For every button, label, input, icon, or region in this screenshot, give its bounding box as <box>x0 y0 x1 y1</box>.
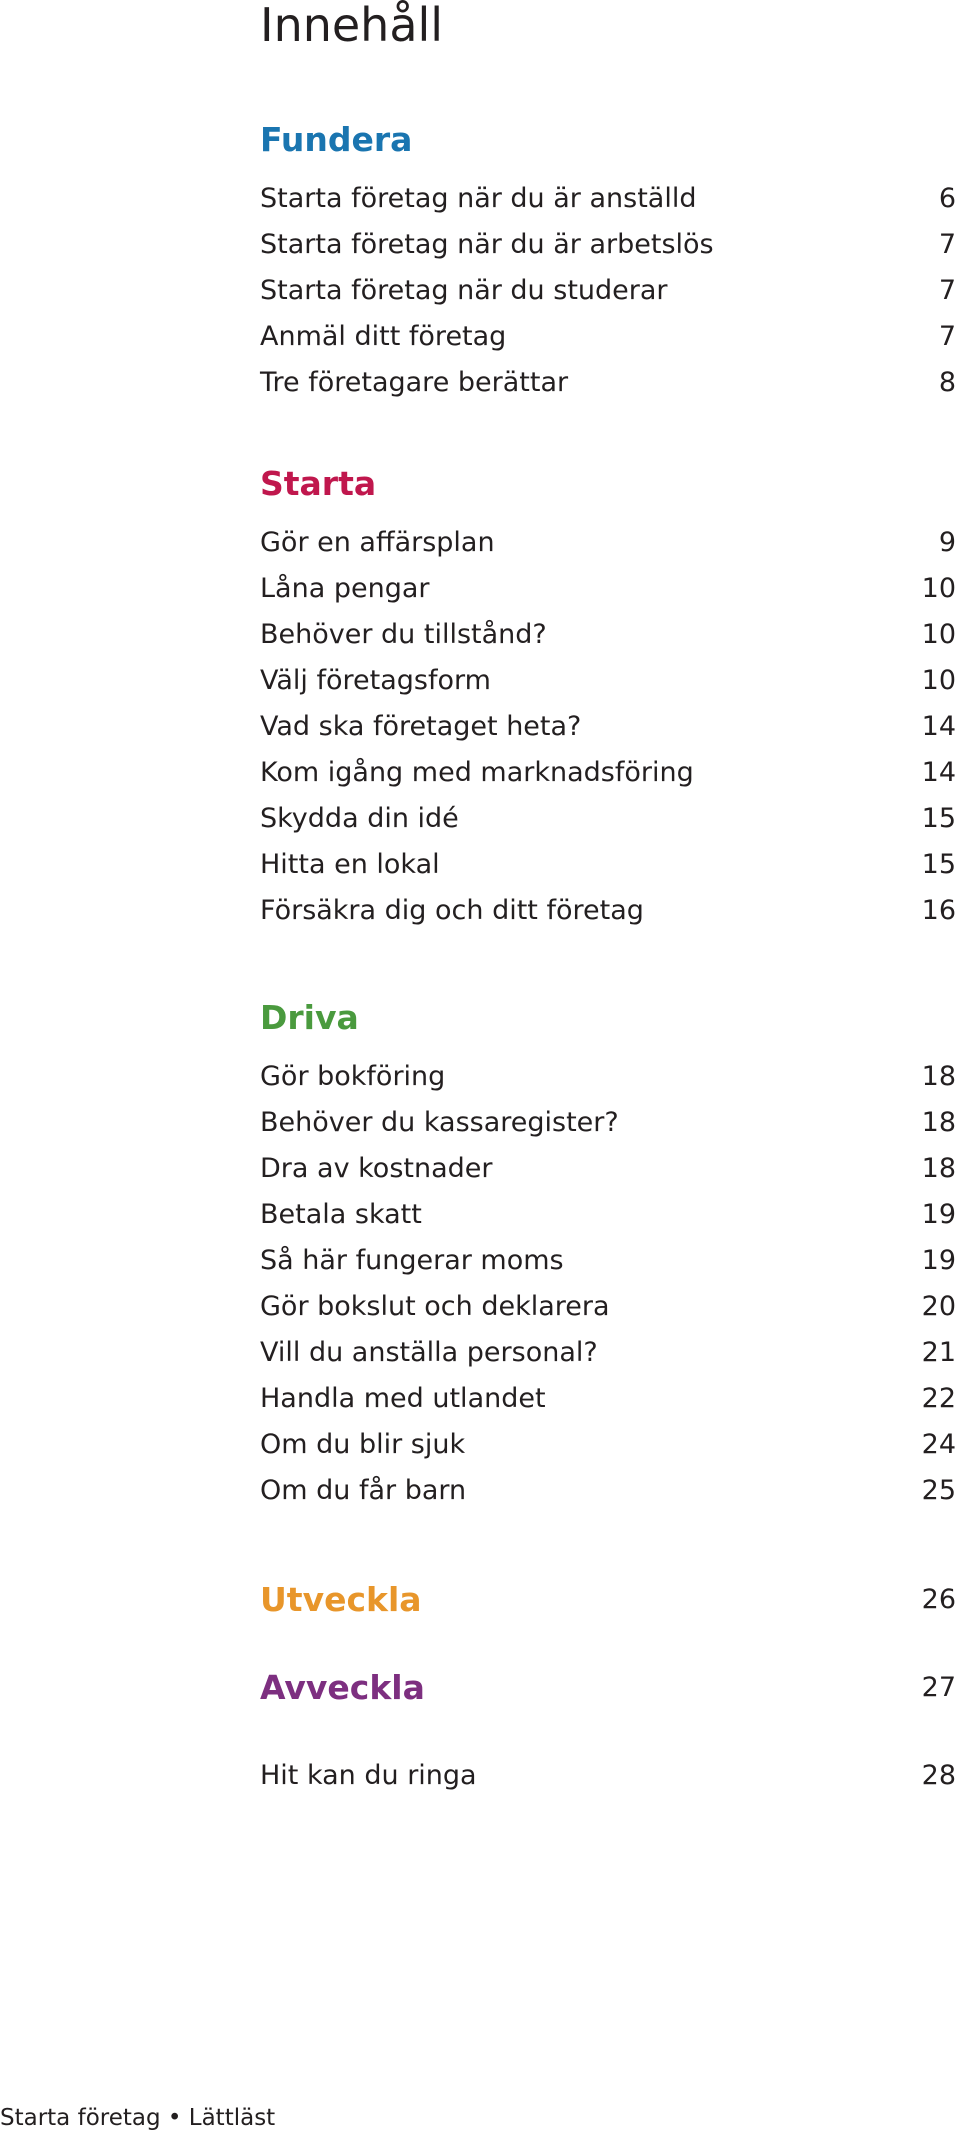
toc-entry-page: 25 <box>921 1474 956 1506</box>
toc-entry-page: 19 <box>921 1244 956 1276</box>
toc-entry-page: 14 <box>921 756 956 788</box>
toc-entry-label: Kom igång med marknadsföring <box>260 756 694 788</box>
toc-entry[interactable] <box>260 1237 956 1283</box>
section-heading-avveckla: Avveckla <box>260 1667 425 1707</box>
section-heading-fundera: Fundera <box>260 120 413 159</box>
toc-entry-label: Handla med utlandet <box>260 1382 546 1414</box>
toc-section-avveckla[interactable] <box>260 1660 956 1714</box>
toc-entry[interactable] <box>260 267 956 313</box>
toc-entry-label: Låna pengar <box>260 572 430 604</box>
toc-entry-label: Om du får barn <box>260 1474 467 1506</box>
toc-entry[interactable] <box>260 1053 956 1099</box>
toc-entry[interactable] <box>260 1191 956 1237</box>
section-heading-driva: Driva <box>260 998 359 1037</box>
toc-entry-page: 6 <box>938 182 956 214</box>
toc-entry[interactable] <box>260 1145 956 1191</box>
toc-entry-page: 10 <box>921 664 956 696</box>
toc-entry-page: 18 <box>921 1106 956 1138</box>
toc-entry-label: Behöver du tillstånd? <box>260 618 547 650</box>
toc-section-utveckla[interactable] <box>260 1572 956 1626</box>
toc-entry-label: Om du blir sjuk <box>260 1428 466 1460</box>
page-title: Innehåll <box>260 0 444 52</box>
toc-entry[interactable] <box>260 703 956 749</box>
toc-entry[interactable] <box>260 175 956 221</box>
toc-entry[interactable] <box>260 795 956 841</box>
toc-entry[interactable] <box>260 1467 956 1513</box>
section-heading-utveckla: Utveckla <box>260 1579 422 1619</box>
toc-entry[interactable] <box>260 1099 956 1145</box>
toc-entry-label: Hit kan du ringa <box>260 1759 477 1791</box>
toc-entry[interactable] <box>260 887 956 933</box>
toc-entry[interactable] <box>260 519 956 565</box>
toc-entry-page: 10 <box>921 572 956 604</box>
toc-entry-page: 9 <box>938 526 956 558</box>
toc-entry-label: Gör bokföring <box>260 1060 446 1092</box>
toc-entry-page: 7 <box>938 228 956 260</box>
toc-entry-label: Betala skatt <box>260 1198 422 1230</box>
toc-entry[interactable] <box>260 749 956 795</box>
toc-entry[interactable] <box>260 359 956 405</box>
toc-entry-label: Starta företag när du är arbetslös <box>260 228 714 260</box>
toc-entry[interactable] <box>260 611 956 657</box>
toc-entry[interactable] <box>260 841 956 887</box>
toc-entry-label: Starta företag när du studerar <box>260 274 668 306</box>
toc-entry-label: Tre företagare berättar <box>260 366 569 398</box>
toc-entry-page: 15 <box>921 802 956 834</box>
toc-entry-label: Försäkra dig och ditt företag <box>260 894 644 926</box>
toc-entry[interactable] <box>260 221 956 267</box>
toc-entry-label: Välj företagsform <box>260 664 491 696</box>
toc-entry-page: 10 <box>921 618 956 650</box>
section-heading-starta: Starta <box>260 464 377 503</box>
toc-entry-label: Gör en affärsplan <box>260 526 495 558</box>
toc-entry-label: Skydda din idé <box>260 802 459 834</box>
toc-entry[interactable] <box>260 565 956 611</box>
toc-entry-label: Vill du anställa personal? <box>260 1336 598 1368</box>
toc-entry-label: Så här fungerar moms <box>260 1244 564 1276</box>
toc-entry-page: 28 <box>921 1759 956 1791</box>
toc-entry-page: 26 <box>921 1583 956 1615</box>
toc-entry-label: Dra av kostnader <box>260 1152 493 1184</box>
toc-entry-page: 8 <box>938 366 956 398</box>
toc-entry[interactable] <box>260 313 956 359</box>
toc-entry-page: 18 <box>921 1152 956 1184</box>
toc-entry[interactable] <box>260 657 956 703</box>
toc-entry-label: Starta företag när du är anställd <box>260 182 697 214</box>
toc-entry-label: Vad ska företaget heta? <box>260 710 582 742</box>
toc-entry-page: 22 <box>921 1382 956 1414</box>
toc-entry-page: 18 <box>921 1060 956 1092</box>
toc-entry-label: Behöver du kassaregister? <box>260 1106 619 1138</box>
toc-entry[interactable] <box>260 1283 956 1329</box>
toc-entry[interactable] <box>260 1375 956 1421</box>
toc-entry-page: 20 <box>921 1290 956 1322</box>
toc-entry-page: 24 <box>921 1428 956 1460</box>
toc-entry-page: 15 <box>921 848 956 880</box>
toc-entry[interactable] <box>260 1329 956 1375</box>
toc-entry-page: 27 <box>921 1671 956 1703</box>
toc-entry[interactable] <box>260 1421 956 1467</box>
toc-entry-label: Gör bokslut och deklarera <box>260 1290 610 1322</box>
toc-entry-page: 7 <box>938 274 956 306</box>
toc-entry-label: Anmäl ditt företag <box>260 320 507 352</box>
toc-entry-page: 7 <box>938 320 956 352</box>
toc-entry-page: 16 <box>921 894 956 926</box>
toc-entry-page: 14 <box>921 710 956 742</box>
toc-entry-label: Hitta en lokal <box>260 848 440 880</box>
toc-entry-page: 19 <box>921 1198 956 1230</box>
toc-entry-page: 21 <box>921 1336 956 1368</box>
toc-entry-contact[interactable] <box>260 1752 956 1798</box>
page-footer: Starta företag • Lättläst <box>0 2105 276 2131</box>
